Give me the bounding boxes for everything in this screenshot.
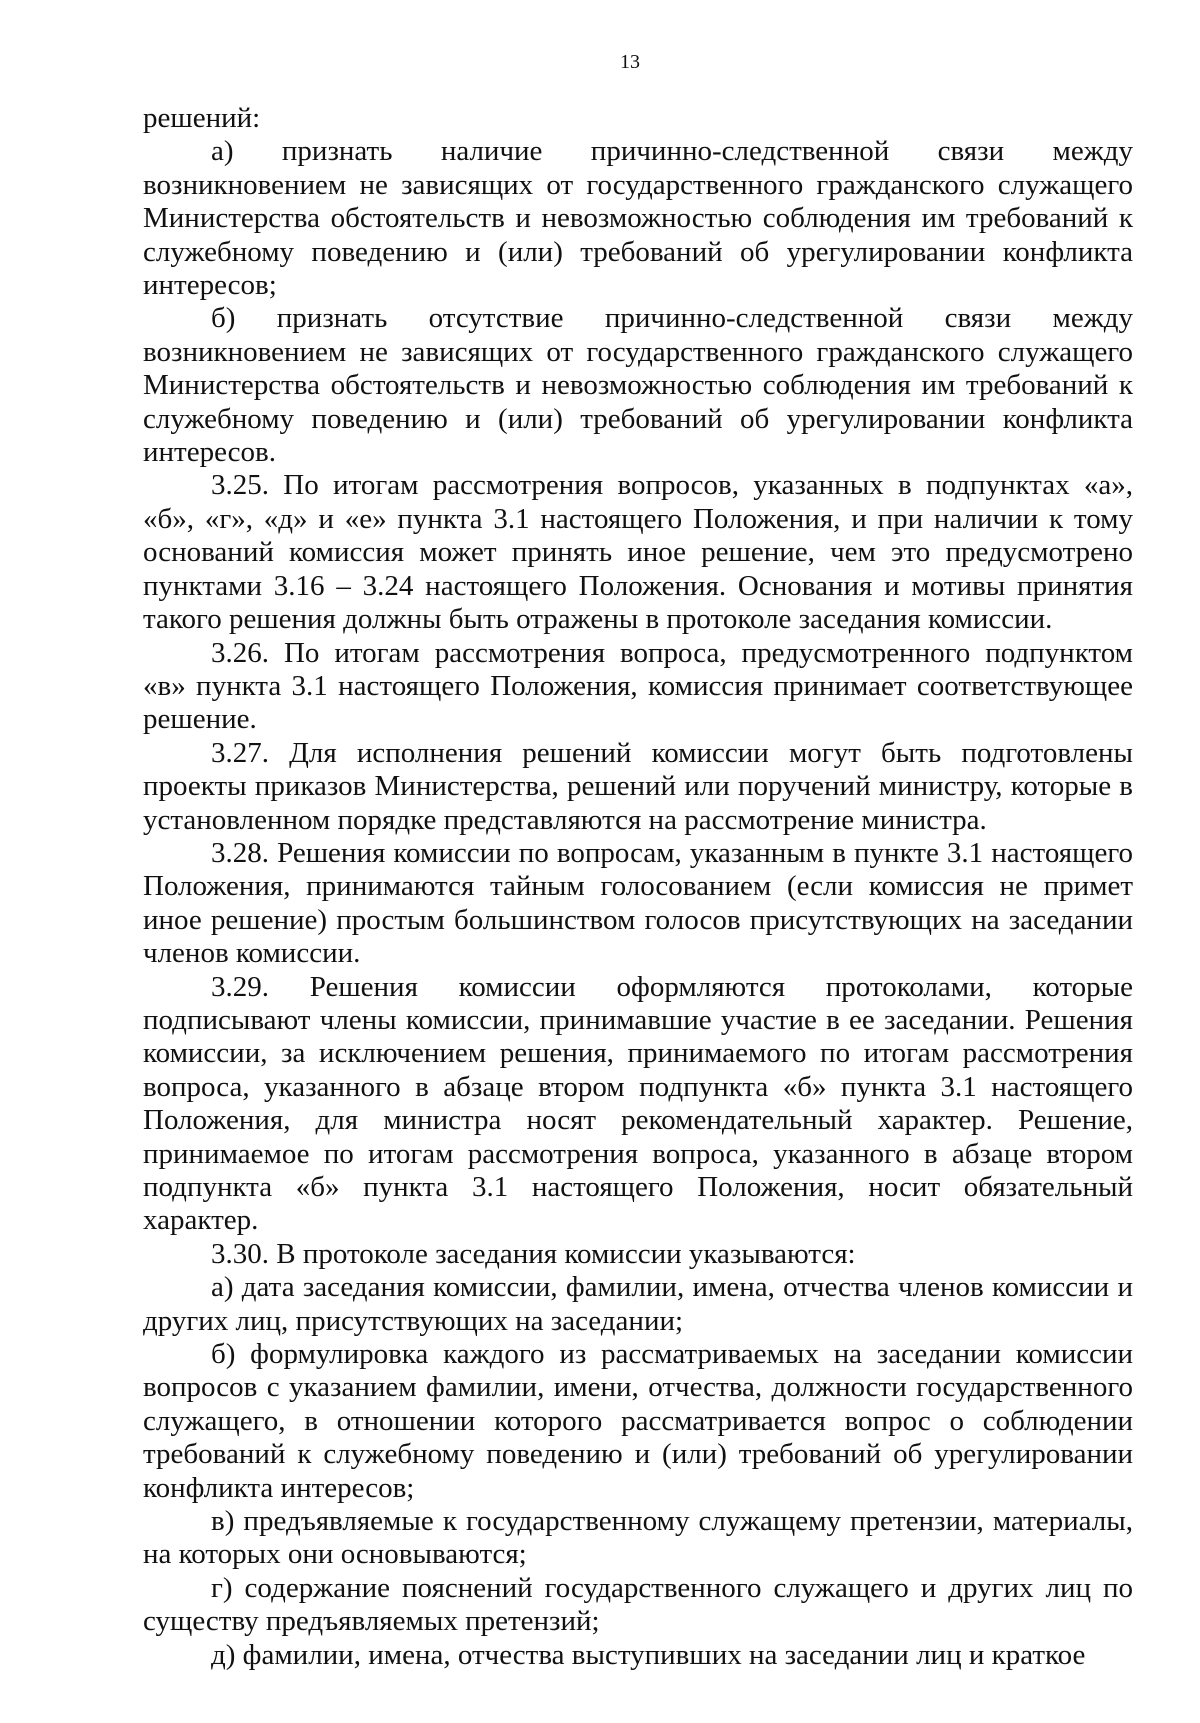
paragraph-continuation: решений: <box>143 102 261 134</box>
page-number: 13 <box>620 51 640 73</box>
paragraph-3-27: 3.27. Для исполнения решений комиссии могут быть подготовлены проекты приказов Министерства, решений или поручений министру, которые в установленном порядке представляются на рассмотрение министра. <box>143 736 1133 836</box>
paragraph-3-29: 3.29. Решения комиссии оформляются протоколами, которые подписывают члены комиссии, принимавшие участие в ее заседании. Решения комиссии, за исключением решения, принимаемого по итогам рассмотрения вопроса, указанного в абзаце втором подпункта «б» пункта 3.1 настоящего Положения, для министра носят рекомендательный характер. Решение, принимаемое по итогам рассмотрения вопроса, указанного в абзаце втором подпункта «б» пункта 3.1 настоящего Положения, носит обязательный характер. <box>143 970 1133 1237</box>
paragraph-3-28: 3.28. Решения комиссии по вопросам, указанным в пункте 3.1 настоящего Положения, принимаются тайным голосованием (если комиссия не примет иное решение) простым большинством голосов присутствующих на заседании членов комиссии. <box>143 836 1133 970</box>
paragraph-3-25: 3.25. По итогам рассмотрения вопросов, указанных в подпунктах «а», «б», «г», «д» и «е» пункта 3.1 настоящего Положения, и при наличии к тому оснований комиссия может принять иное решение, чем это предусмотрено пунктами 3.16 – 3.24 настоящего Положения. Основания и мотивы принятия такого решения должны быть отражены в протоколе заседания комиссии. <box>143 469 1133 636</box>
document-body <box>143 102 1133 1672</box>
paragraph-3-30-a: а) дата заседания комиссии, фамилии, имена, отчества членов комиссии и других лиц, присутствующих на заседании; <box>143 1271 1133 1337</box>
paragraph-3-30: 3.30. В протоколе заседания комиссии указываются: <box>211 1237 856 1270</box>
paragraph-3-26: 3.26. По итогам рассмотрения вопроса, предусмотренного подпунктом «в» пункта 3.1 настоящего Положения, комиссия принимает соответствующее решение. <box>143 636 1133 736</box>
paragraph-3-30-d: д) фамилии, имена, отчества выступивших на заседании лиц и краткое <box>211 1638 1086 1671</box>
paragraph-3-30-b: б) формулировка каждого из рассматриваемых на заседании комиссии вопросов с указанием фамилии, имени, отчества, должности государственного служащего, в отношении которого рассматривается вопрос о соблюдении требований к служебному поведению и (или) требований об урегулировании конфликта интересов; <box>143 1338 1133 1504</box>
paragraph-3-30-g: г) содержание пояснений государственного служащего и других лиц по существу предъявляемых претензий; <box>143 1571 1133 1638</box>
paragraph-item-b: б) признать отсутствие причинно-следственной связи между возникновением не зависящих от государственного гражданского служащего Министерства обстоятельств и невозможностью соблюдения им требований к служебному поведению и (или) требований об урегулировании конфликта интересов. <box>143 302 1133 469</box>
paragraph-item-a: а) признать наличие причинно-следственной связи между возникновением не зависящих от государственного гражданского служащего Министерства обстоятельств и невозможностью соблюдения им требований к служебному поведению и (или) требований об урегулировании конфликта интересов; <box>143 135 1133 302</box>
paragraph-3-30-v: в) предъявляемые к государственному служащему претензии, материалы, на которых они основываются; <box>143 1505 1133 1571</box>
